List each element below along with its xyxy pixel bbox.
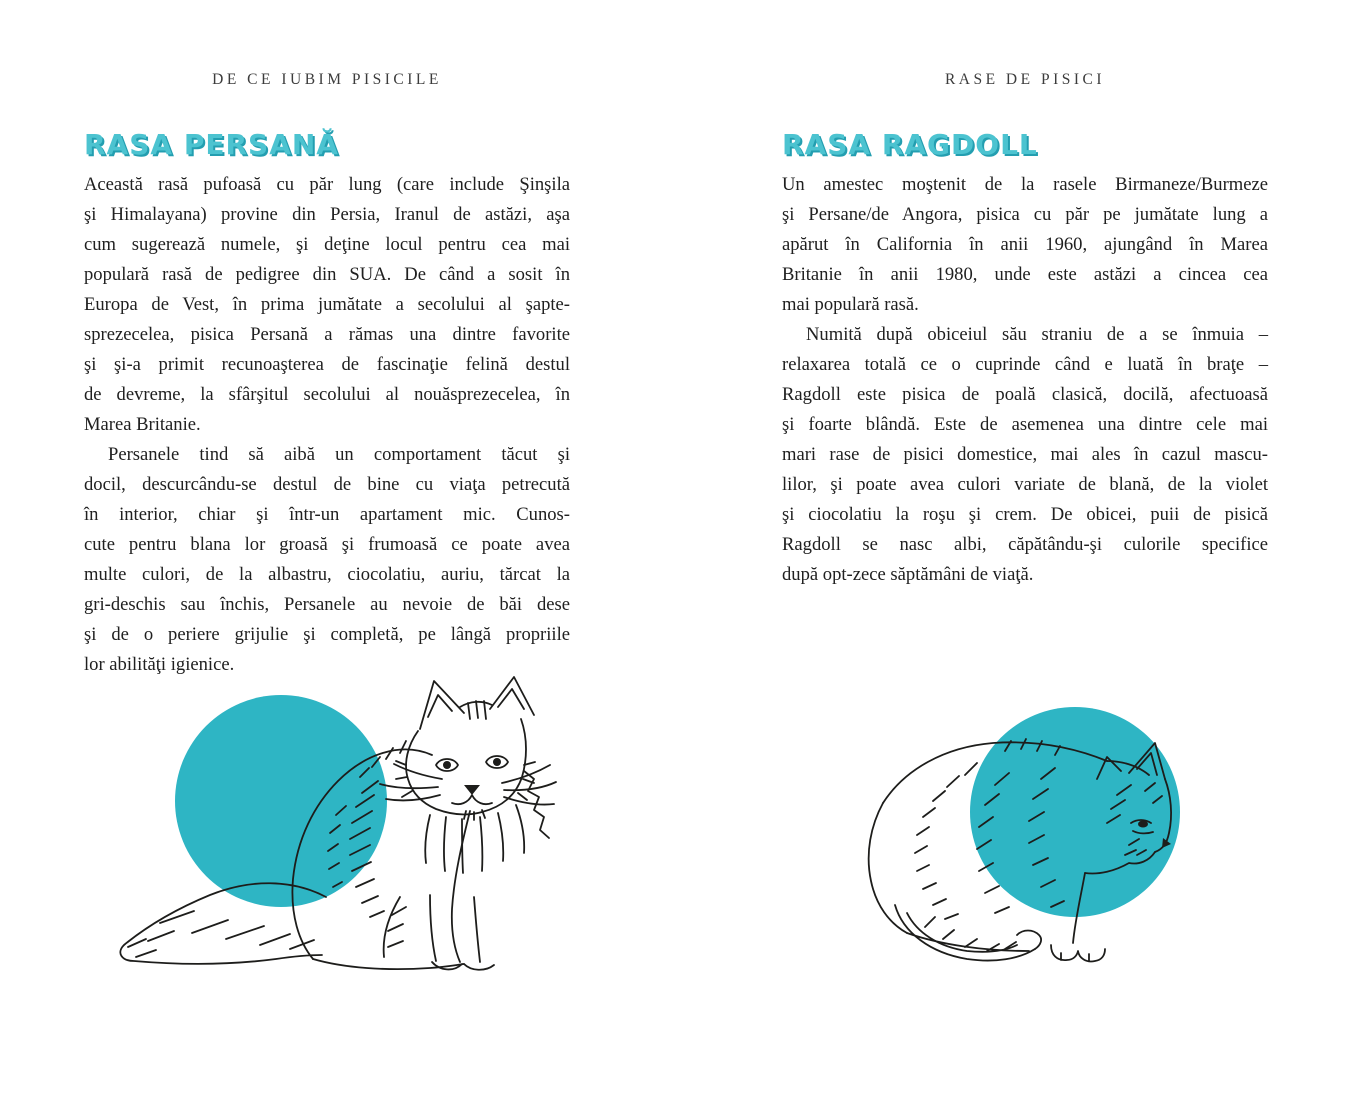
running-head-left: DE CE IUBIM PISICILE [212,71,442,88]
text-line: în interior, chiar şi într-un apartament mic. Cunos- [84,504,570,525]
text-line: de devreme, la sfârşitul secolului al nouăsprezecelea, în [84,384,570,405]
text-line: lilor, şi poate avea culori variate de blană, de la violet [782,474,1268,495]
text-line: şi ciocolatiu la roşu şi crem. De obicei, puii de pisică [782,504,1268,525]
paragraph [782,320,1268,590]
text-line: Persanele tind să aibă un comportament tăcut şi [108,444,570,465]
text-line: Marea Britanie. [84,414,201,435]
heading-rasa-persana: RASA PERSANĂ [84,128,339,161]
text-line: apărut în California în anii 1960, ajungând în Marea [782,234,1268,255]
text-line: mari rase de pisici domestice, mai ales în cazul mascu- [782,444,1268,465]
ragdoll-cat-sketch [845,695,1195,995]
text-line: şi de o periere grijulie şi completă, pe lângă propriile [84,624,570,645]
text-line: populară rasă de pedigree din SUA. De când a sosit în [84,264,570,285]
text-line: şi foarte blândă. Este de asemenea una dintre cele mai [782,414,1268,435]
running-head-right: RASE DE PISICI [944,71,1106,88]
text-line: multe culori, de la albastru, ciocolatiu, auriu, tărcat la [84,564,570,585]
body-text-left [84,170,570,680]
persian-cat-sketch [100,665,560,975]
text-line: Europa de Vest, în prima jumătate a secolului al şapte- [84,294,570,315]
heading-rasa-ragdoll: RASA RAGDOLL [782,128,1038,161]
text-line: relaxarea totală ce o cuprinde când e luată în braţe – [782,354,1268,375]
text-line: Britanie în anii 1980, unde este astăzi a cincea cea [782,264,1268,285]
text-line: docil, descurcându-se destul de bine cu viaţa petrecută [84,474,570,495]
text-line: Un amestec moştenit de la rasele Birmaneze/Burmeze [782,174,1268,195]
text-line: Numită după obiceiul său straniu de a se înmuia – [806,324,1268,345]
text-line: şi şi-a primit recunoaşterea de fascinaţie felină destul [84,354,570,375]
text-line: Ragdoll se nasc albi, căpătându-şi culorile specifice [782,534,1268,555]
paragraph [84,170,570,440]
text-line: lor abilităţi igienice. [84,654,235,675]
text-line: cum sugerează numele, şi deţine locul pentru cea mai [84,234,570,255]
text-line: Ragdoll este pisica de poală clasică, docilă, afectuoasă [782,384,1268,405]
text-line: gri-deschis sau închis, Persanele au nevoie de băi dese [84,594,570,615]
body-text-right [782,170,1268,590]
ragdoll-cat-illustration [845,695,1195,1000]
text-line: după opt-zece săptămâni de viaţă. [782,564,1034,585]
text-line: şi Himalayana) provine din Persia, Iranul de astăzi, aşa [84,204,570,225]
paragraph [782,170,1268,320]
persian-cat-illustration [100,665,560,980]
text-line: sprezecelea, pisica Persană a rămas una dintre favorite [84,324,570,345]
text-line: şi Persane/de Angora, pisica cu păr pe jumătate lung a [782,204,1268,225]
teal-circle [175,695,387,907]
teal-circle [970,707,1180,917]
text-line: cute pentru blana lor groasă şi frumoasă ce poate avea [84,534,570,555]
paragraph [84,440,570,680]
text-line: Această rasă pufoasă cu păr lung (care include Şinşila [84,174,570,195]
text-line: mai populară rasă. [782,294,919,315]
